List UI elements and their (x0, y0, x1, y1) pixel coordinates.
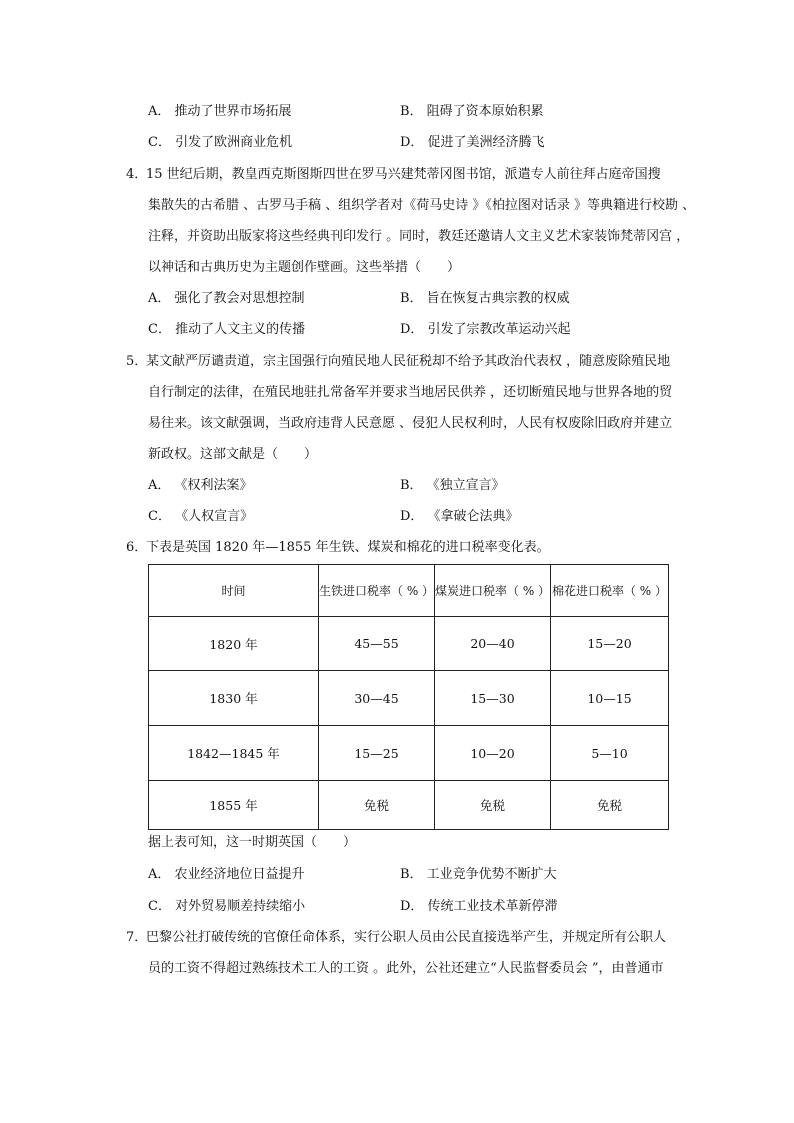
q6-option-b: B． 工业竞争优势不断扩大 (400, 867, 557, 882)
table-cell: 免税 (319, 781, 435, 830)
q7-number: 7． (126, 930, 148, 945)
q5-option-a: A． 《权利法案》 (148, 478, 253, 493)
q5-option-d: D． 《拿破仑法典》 (400, 509, 519, 524)
table-cell: 1842—1845 年 (149, 726, 319, 781)
table-cell: 1830 年 (149, 671, 319, 726)
q5-stem-line: 某文献严厉谴责道，宗主国强行向殖民地人民征税却不给予其政治代表权 ，随意废除殖民地 (146, 354, 671, 369)
table-header-row (149, 565, 669, 617)
q4-option-b: B． 旨在恢复古典宗教的权威 (400, 291, 570, 306)
table-cell: 15—30 (435, 671, 551, 726)
q5-stem-line: 自行制定的法律，在殖民地驻扎常备军并要求当地居民供养 ，还切断殖民地与世界各地的贸 (148, 385, 673, 400)
q3-option-c: C． 引发了欧洲商业危机 (148, 135, 293, 150)
table-cell: 5—10 (551, 726, 669, 781)
table-header-cell: 生铁进口税率（ % ） (319, 565, 435, 617)
q7-stem-line: 巴黎公社打破传统的官僚任命体系，实行公职人员由公民直接选举产生，并规定所有公职人 (146, 930, 667, 945)
table-row (149, 671, 669, 726)
q3-option-b: B． 阻碍了资本原始积累 (400, 104, 544, 119)
q6-number: 6． (126, 540, 148, 555)
q4-number: 4． (126, 167, 148, 182)
q5-stem-line: 新政权。这部文献是（ ） (148, 447, 318, 462)
q5-stem-line: 易往来。该文献强调，当政府违背人民意愿 、侵犯人民权利时，人民有权废除旧政府并建立 (148, 416, 673, 431)
table-header-cell: 时间 (149, 565, 319, 617)
table-cell: 1820 年 (149, 617, 319, 671)
q7-stem-line: 员的工资不得超过熟练技术工人的工资 。此外，公社还建立“人民监督委员会 ”，由普通市 (148, 961, 664, 976)
tariff-table (148, 564, 669, 830)
table-header-cell: 棉花进口税率（ % ） (551, 565, 669, 617)
q4-option-d: D． 引发了宗教改革运动兴起 (400, 322, 571, 337)
table-cell: 20—40 (435, 617, 551, 671)
q4-option-a: A． 强化了教会对思想控制 (148, 291, 305, 306)
table-row (149, 726, 669, 781)
q6-option-c: C． 对外贸易顺差持续缩小 (148, 899, 306, 914)
table-cell: 45—55 (319, 617, 435, 671)
table-cell: 免税 (435, 781, 551, 830)
q3-option-a: A． 推动了世界市场拓展 (148, 104, 292, 119)
q3-option-d: D． 促进了美洲经济腾飞 (400, 135, 545, 150)
q5-option-b: B． 《独立宣言》 (400, 478, 505, 493)
q4-option-c: C． 推动了人文主义的传播 (148, 322, 306, 337)
q6-intro: 下表是英国 1820 年—1855 年生铁、煤炭和棉花的进口税率变化表。 (146, 540, 550, 555)
table-cell: 15—25 (319, 726, 435, 781)
table-cell: 30—45 (319, 671, 435, 726)
q5-number: 5． (126, 354, 148, 369)
q6-option-d: D． 传统工业技术革新停滞 (400, 899, 558, 914)
table-cell: 1855 年 (149, 781, 319, 830)
table-cell: 10—20 (435, 726, 551, 781)
table-header-cell: 煤炭进口税率（ % ） (435, 565, 551, 617)
table-cell: 免税 (551, 781, 669, 830)
q4-stem-line: 注释，并资助出版家将这些经典刊印发行 。同时，教廷还邀请人文主义艺术家装饰梵蒂冈宫 ， (148, 229, 690, 244)
q5-option-c: C． 《人权宣言》 (148, 509, 254, 524)
q4-stem-line: 以神话和古典历史为主题创作壁画。这些举措（ ） (148, 260, 461, 275)
table-cell: 15—20 (551, 617, 669, 671)
q4-stem-line: 15 世纪后期，教皇西克斯图斯四世在罗马兴建梵蒂冈图书馆，派遣专人前往拜占庭帝国搜 (146, 167, 661, 182)
table-cell: 10—15 (551, 671, 669, 726)
table-row (149, 617, 669, 671)
table-row (149, 781, 669, 830)
q6-question: 据上表可知，这一时期英国（ ） (148, 835, 357, 850)
q4-stem-line: 集散失的古希腊 、古罗马手稿 、组织学者对《荷马史诗 》《柏拉图对话录 》等典籍进行校勘 、 (148, 198, 696, 213)
q6-option-a: A． 农业经济地位日益提升 (148, 867, 305, 882)
